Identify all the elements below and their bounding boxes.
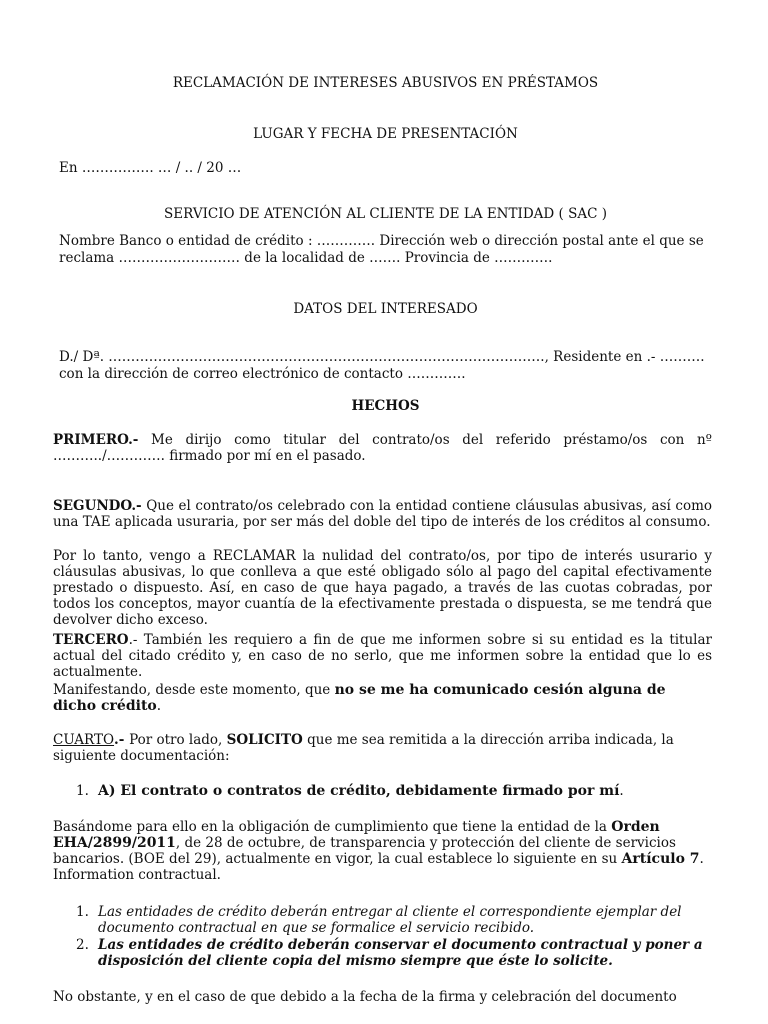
doc-item-end: . xyxy=(619,783,624,799)
orden-reference: Orden EHA/2899/2011 xyxy=(53,819,660,851)
sac-heading: SERVICIO DE ATENCIÓN AL CLIENTE DE LA ENTIDAD ( SAC ) xyxy=(164,206,607,222)
primero-text: Me dirijo como titular del contrato/os del referido préstamo/os con nº ………../…………. firmado por mí en el pasado. xyxy=(53,432,712,464)
por-lo-tanto-paragraph: Por lo tanto, vengo a RECLAMAR la nulidad del contrato/os, por tipo de interés usurario y cláusulas abusivas, lo que conlleva a que esté obligado sólo al pago del capital efectivamente prestado o dispuesto. Así, en caso de que haya pagado, a través de las cuotas cobradas, por todos los conceptos, mayor cuantía de la efectivamente prestada o dispuesta, se me tendrá que devolver dicho exceso. xyxy=(53,548,712,628)
articulo-reference: Artículo 7 xyxy=(621,851,700,867)
basandome-text-3: . Information contractual. xyxy=(53,851,704,883)
basandome-text-1: Basándome para ello en la obligación de cumplimiento que tiene la entidad de la xyxy=(53,819,612,835)
sac-line-1: Nombre Banco o entidad de crédito : …………. Dirección web o dirección postal ante el que se xyxy=(59,233,704,249)
segundo-text: Que el contrato/os celebrado con la entidad contiene cláusulas abusivas, así como una TAE aplicada usuraria, por ser más del doble del tipo de interés de los créditos al consumo. xyxy=(53,498,712,530)
lugar-fecha-line: En ……………. … / .. / 20 … xyxy=(59,160,242,176)
manifestando-pre: Manifestando, desde este momento, que xyxy=(53,682,335,698)
sac-line-2: reclama ……………………… de la localidad de ……. Provincia de …………. xyxy=(59,250,553,266)
article-item-1-text: Las entidades de crédito deberán entregar al cliente el correspondiente ejemplar del documento contractual en que se formalice el servicio recibido. xyxy=(98,904,682,936)
cuarto-label: CUARTO xyxy=(53,732,115,748)
interesado-line-2: con la dirección de correo electrónico de contacto …………. xyxy=(59,366,466,382)
article-item-1-number: 1. xyxy=(76,904,89,920)
manifestando-paragraph xyxy=(53,682,712,714)
cuarto-sep: .- xyxy=(114,732,130,748)
primero-paragraph xyxy=(53,432,712,464)
article-list-item-1 xyxy=(76,904,712,936)
hechos-heading xyxy=(59,398,712,414)
no-obstante-paragraph: No obstante, y en el caso de que debido a la fecha de la firma y celebración del documento xyxy=(53,989,677,1005)
article-list-item-2 xyxy=(76,937,712,969)
segundo-label: SEGUNDO.- xyxy=(53,498,142,514)
document-title: RECLAMACIÓN DE INTERESES ABUSIVOS EN PRÉSTAMOS xyxy=(172,75,599,91)
basandome-text-2: , de 28 de octubre, de transparencia y protección del cliente de servicios bancarios. (BOE del 29), actualmente en vigor, la cual establece lo siguiente en su xyxy=(53,835,676,867)
lugar-fecha-heading: LUGAR Y FECHA DE PRESENTACIÓN xyxy=(253,126,518,142)
cuarto-paragraph xyxy=(53,732,712,764)
tercero-text: .- También les requiero a fin de que me informen sobre si su entidad es la titular actual del citado crédito y, en caso de no serlo, que me informen sobre la entidad que lo es actualmente. xyxy=(53,632,712,680)
primero-label: PRIMERO.- xyxy=(53,432,139,448)
segundo-paragraph xyxy=(53,498,712,530)
doc-item-text: A) El contrato o contratos de crédito, debidamente firmado por mí xyxy=(98,783,620,799)
interesado-heading: DATOS DEL INTERESADO xyxy=(293,301,478,317)
basandome-paragraph xyxy=(53,819,712,883)
interesado-line-1: D./ Dª. ……………………………………………………………………………………., Residente en .- ………. xyxy=(59,349,705,365)
article-item-2-number: 2. xyxy=(76,937,89,953)
manifestando-bold: no se me ha comunicado cesión alguna de dicho crédito xyxy=(53,682,666,714)
article-item-2-text: Las entidades de crédito deberán conservar el documento contractual y poner a disposición del cliente copia del mismo siempre que éste lo solicite. xyxy=(98,937,703,969)
tercero-label: TERCERO xyxy=(53,632,129,648)
cuarto-pre: Por otro lado, xyxy=(129,732,227,748)
manifestando-post: . xyxy=(156,698,162,714)
cuarto-bold: SOLICITO xyxy=(226,732,303,748)
doc-list-item xyxy=(76,783,712,799)
cuarto-post: que me sea remitida a la dirección arriba indicada, la siguiente documentación: xyxy=(53,732,674,764)
tercero-paragraph xyxy=(53,632,712,680)
hechos-heading-text: HECHOS xyxy=(351,398,420,414)
doc-item-number: 1. xyxy=(76,783,89,799)
